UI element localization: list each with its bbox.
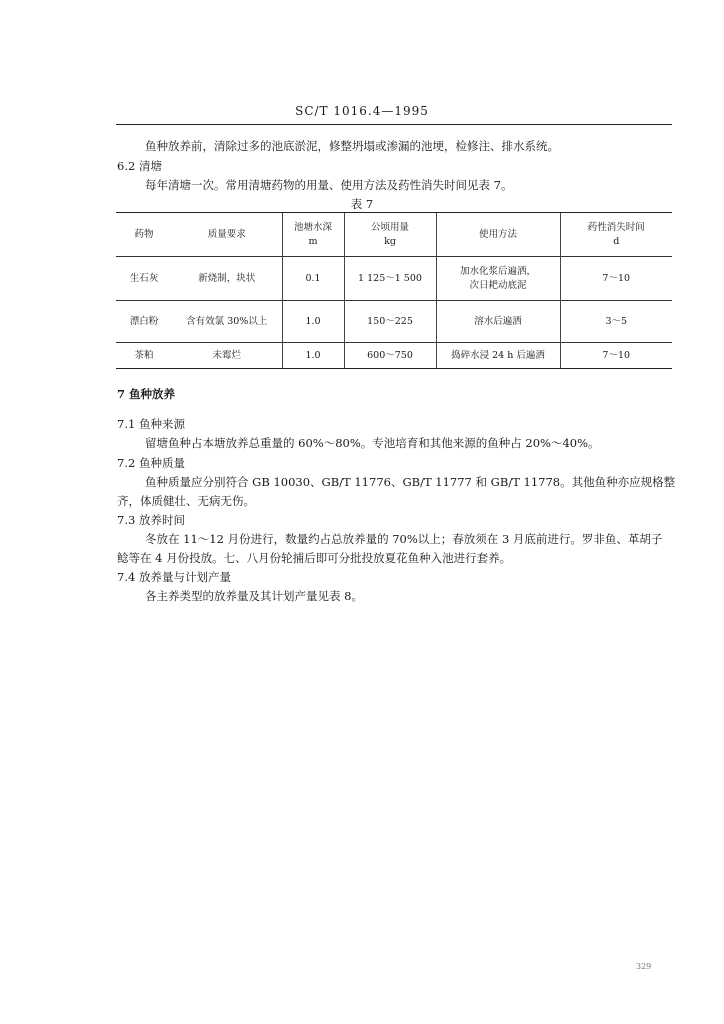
section-7-3-heading: 7.3 放养时间 <box>117 513 185 527</box>
table-7-caption: 表 7 <box>350 197 374 211</box>
header-quality: 质量要求 <box>172 213 282 257</box>
section-7-3-text-line1: 冬放在 11～12 月份进行，数量约占总放养量的 70%以上；春放须在 3 月底前进行。罗非鱼、革胡子 <box>145 532 663 546</box>
header-duration: 药性消失时间 d <box>560 213 672 257</box>
section-7-heading: 7 鱼种放养 <box>117 387 176 401</box>
cell-depth: 1.0 <box>282 301 344 343</box>
cell-dose: 1 125～1 500 <box>344 257 436 301</box>
cell-drug: 茶粕 <box>116 343 172 369</box>
section-7-4-text: 各主养类型的放养量及其计划产量见表 8。 <box>145 589 363 603</box>
cell-depth: 1.0 <box>282 343 344 369</box>
header-dose: 公顷用量 kg <box>344 213 436 257</box>
cell-quality: 未霉烂 <box>172 343 282 369</box>
cell-method: 捣碎水浸 24 h 后遍洒 <box>436 343 560 369</box>
page-header: SC/T 1016.4—1995 <box>295 104 429 118</box>
header-depth: 池塘水深 m <box>282 213 344 257</box>
section-7-4-heading: 7.4 放养量与计划产量 <box>117 570 231 584</box>
cell-dose: 600～750 <box>344 343 436 369</box>
table-row <box>116 343 672 369</box>
cell-depth: 0.1 <box>282 257 344 301</box>
section-7-2-heading: 7.2 鱼种质量 <box>117 456 185 470</box>
header-drug: 药物 <box>116 213 172 257</box>
cell-duration: 7～10 <box>560 257 672 301</box>
cell-duration: 3～5 <box>560 301 672 343</box>
table-row <box>116 301 672 343</box>
section-7-3-text-line2: 鲶等在 4 月份投放。七、八月份轮捕后即可分批投放夏花鱼种入池进行套养。 <box>117 551 512 565</box>
section-7-1-heading: 7.1 鱼种来源 <box>117 417 185 431</box>
section-7-1-text: 留塘鱼种占本塘放养总重量的 60%～80%。专池培育和其他来源的鱼种占 20%～40%。 <box>145 436 600 450</box>
cell-method: 加水化浆后遍洒， 次日耙动底泥 <box>436 257 560 301</box>
section-6-2-text: 每年清塘一次。常用清塘药物的用量、使用方法及药性消失时间见表 7。 <box>145 178 513 192</box>
table-row <box>116 257 672 301</box>
cell-duration: 7～10 <box>560 343 672 369</box>
section-7-2-text-line1: 鱼种质量应分别符合 GB 10030、GB/T 11776、GB/T 11777 和 GB/T 11778。其他鱼种亦应规格整 <box>145 475 676 489</box>
cell-drug: 漂白粉 <box>116 301 172 343</box>
page-number: 329 <box>636 962 652 971</box>
section-7-2-text-line2: 齐，体质健壮、无病无伤。 <box>117 494 255 508</box>
cell-quality: 新烧制，块状 <box>172 257 282 301</box>
cell-dose: 150～225 <box>344 301 436 343</box>
header-method: 使用方法 <box>436 213 560 257</box>
cell-drug: 生石灰 <box>116 257 172 301</box>
cell-method: 溶水后遍洒 <box>436 301 560 343</box>
table-7 <box>116 212 672 369</box>
intro-paragraph: 鱼种放养前，清除过多的池底淤泥，修整坍塌或渗漏的池埂，检修注、排水系统。 <box>145 139 559 153</box>
section-6-2-heading: 6.2 清塘 <box>117 159 162 173</box>
cell-quality: 含有效氯 30%以上 <box>172 301 282 343</box>
header-rule <box>116 124 672 125</box>
table-header-row <box>116 213 672 257</box>
